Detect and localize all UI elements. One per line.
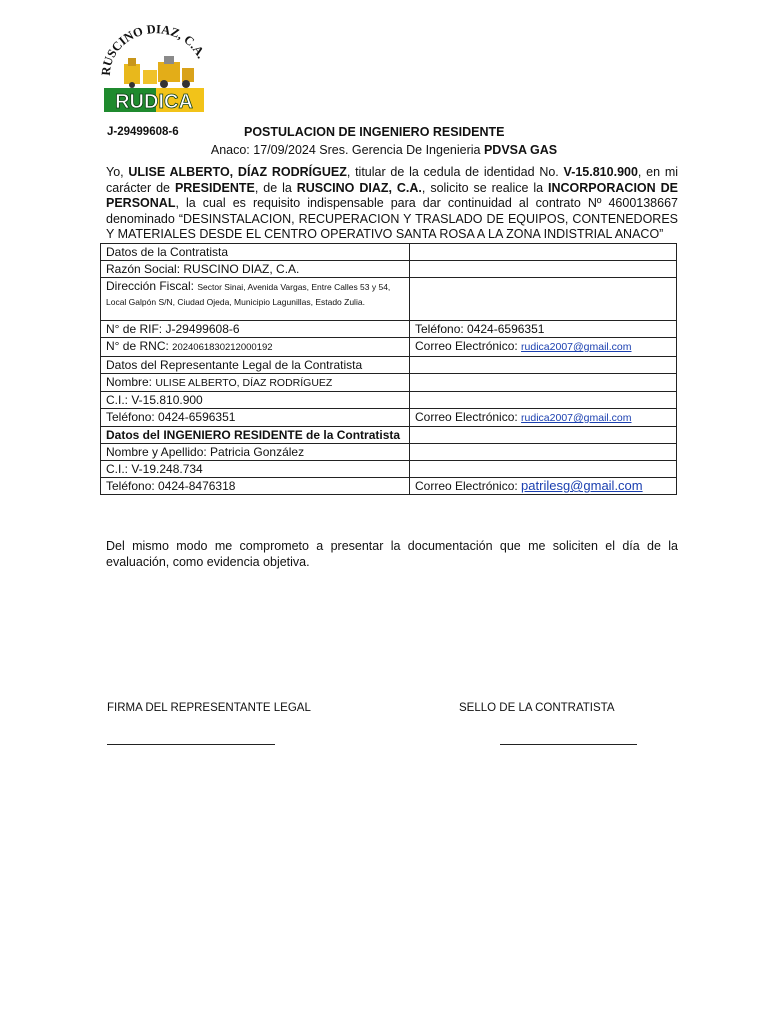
- request-type: INCORPORACION DE PERSONAL: [106, 180, 678, 210]
- empty-cell: [410, 374, 677, 392]
- engineer-phone: Teléfono: 0424-8476318: [101, 478, 410, 495]
- date-line: [0, 143, 768, 157]
- table-row: [101, 321, 677, 338]
- rep-email-cell: [410, 409, 677, 427]
- empty-cell: [410, 261, 677, 278]
- rep-name-value: ULISE ALBERTO, DÍAZ RODRÍGUEZ: [155, 377, 333, 389]
- engineer-name: Nombre y Apellido: Patricia González: [101, 444, 410, 461]
- intro-text: , en mi carácter de: [106, 165, 679, 195]
- rep-email-link[interactable]: rudica2007@gmail.com: [521, 412, 632, 424]
- table-row: [101, 357, 677, 374]
- razon-social: Razón Social: RUSCINO DIAZ, C.A.: [101, 261, 410, 278]
- table-row: [101, 409, 677, 427]
- table-row: [101, 374, 677, 392]
- signature-line-representative: [107, 744, 275, 745]
- table-row: [101, 278, 677, 321]
- rnc-cell: [101, 338, 410, 357]
- empty-cell: [410, 392, 677, 409]
- applicant-ci: V-15.810.900: [563, 165, 638, 179]
- section-header-representative: Datos del Representante Legal de la Contratista: [101, 357, 410, 374]
- rep-name-label: Nombre:: [106, 375, 156, 389]
- intro-text: , de la: [254, 180, 297, 195]
- empty-cell: [410, 357, 677, 374]
- section-header-contractor: Datos de la Contratista: [101, 244, 410, 261]
- rep-phone: Teléfono: 0424-6596351: [101, 409, 410, 427]
- table-row: [101, 478, 677, 495]
- direccion-value: Sector Sinai, Avenida Vargas, Entre Calles 53 y 54, Local Galpón S/N, Ciudad Ojeda, Municipio Lagunillas, Estado Zulia.: [106, 282, 391, 307]
- direccion-label: Dirección Fiscal:: [106, 279, 198, 293]
- intro-text: , titular de la cedula de identidad No.: [346, 165, 564, 179]
- empty-cell: [410, 278, 677, 321]
- engineer-email-link[interactable]: patrilesg@gmail.com: [521, 478, 643, 493]
- contractor-email-link[interactable]: rudica2007@gmail.com: [521, 341, 632, 353]
- table-row: [101, 427, 677, 444]
- signature-line-stamp: [500, 744, 637, 745]
- rnc-label: N° de RNC:: [106, 339, 173, 353]
- rep-name-cell: [101, 374, 410, 392]
- email-label: Correo Electrónico:: [415, 410, 522, 424]
- logo-arc-text: RUSCINO DIAZ, C.A.: [98, 24, 209, 77]
- logo-brand-text: RUDICA: [115, 91, 193, 113]
- rep-ci: C.I.: V-15.810.900: [101, 392, 410, 409]
- signature-label-representative: FIRMA DEL REPRESENTANTE LEGAL: [107, 702, 311, 714]
- engineer-email-cell: [410, 478, 677, 495]
- intro-paragraph: [106, 165, 678, 243]
- empty-cell: [410, 461, 677, 478]
- company-logo: [98, 24, 210, 120]
- intro-text: , la cual es requisito indispensable para dar continuidad al contrato Nº 4600138667 denominado “DESINSTALACION, RECUPERACION Y TRASLADO DE EQUIPOS, CONTENEDORES Y MATERIALES DESDE EL CENTRO OPERATIVO SANTA ROSA A LA ZONA INDISTRIAL ANACO”: [106, 196, 678, 241]
- table-row: [101, 392, 677, 409]
- contractor-phone: Teléfono: 0424-6596351: [410, 321, 677, 338]
- table-row: [101, 461, 677, 478]
- section-header-engineer: Datos del INGENIERO RESIDENTE de la Contratista: [101, 427, 410, 444]
- rnc-value: 2024061830212000192: [172, 342, 273, 353]
- contractor-data-table: [100, 243, 677, 495]
- header-rif: J-29499608-6: [107, 126, 179, 138]
- intro-text: , solicito se realice la: [421, 180, 549, 195]
- date-line-text: Anaco: 17/09/2024 Sres. Gerencia De Ingenieria: [210, 143, 484, 157]
- table-row: [101, 244, 677, 261]
- table-row: [101, 338, 677, 357]
- rif-cell: N° de RIF: J-29499608-6: [101, 321, 410, 338]
- email-label: Correo Electrónico:: [415, 339, 522, 353]
- empty-cell: [410, 444, 677, 461]
- email-label: Correo Electrónico:: [415, 479, 522, 493]
- recipient-company: PDVSA GAS: [483, 143, 558, 157]
- commitment-paragraph: Del mismo modo me comprometo a presentar la documentación que me soliciten el día de la evaluación, como evidencia objetiva.: [106, 539, 678, 569]
- engineer-ci: C.I.: V-19.248.734: [101, 461, 410, 478]
- direccion-fiscal: [101, 278, 410, 321]
- empty-cell: [410, 244, 677, 261]
- applicant-role: PRESIDENTE: [174, 180, 255, 195]
- applicant-name: ULISE ALBERTO, DÍAZ RODRÍGUEZ: [128, 165, 347, 179]
- document-title: POSTULACION DE INGENIERO RESIDENTE: [244, 125, 505, 139]
- contractor-email-cell: [410, 338, 677, 357]
- table-row: [101, 444, 677, 461]
- table-row: [101, 261, 677, 278]
- signature-label-stamp: SELLO DE LA CONTRATISTA: [459, 702, 615, 714]
- intro-text: Yo,: [106, 165, 129, 179]
- company-name: RUSCINO DIAZ, C.A.: [296, 180, 422, 195]
- empty-cell: [410, 427, 677, 444]
